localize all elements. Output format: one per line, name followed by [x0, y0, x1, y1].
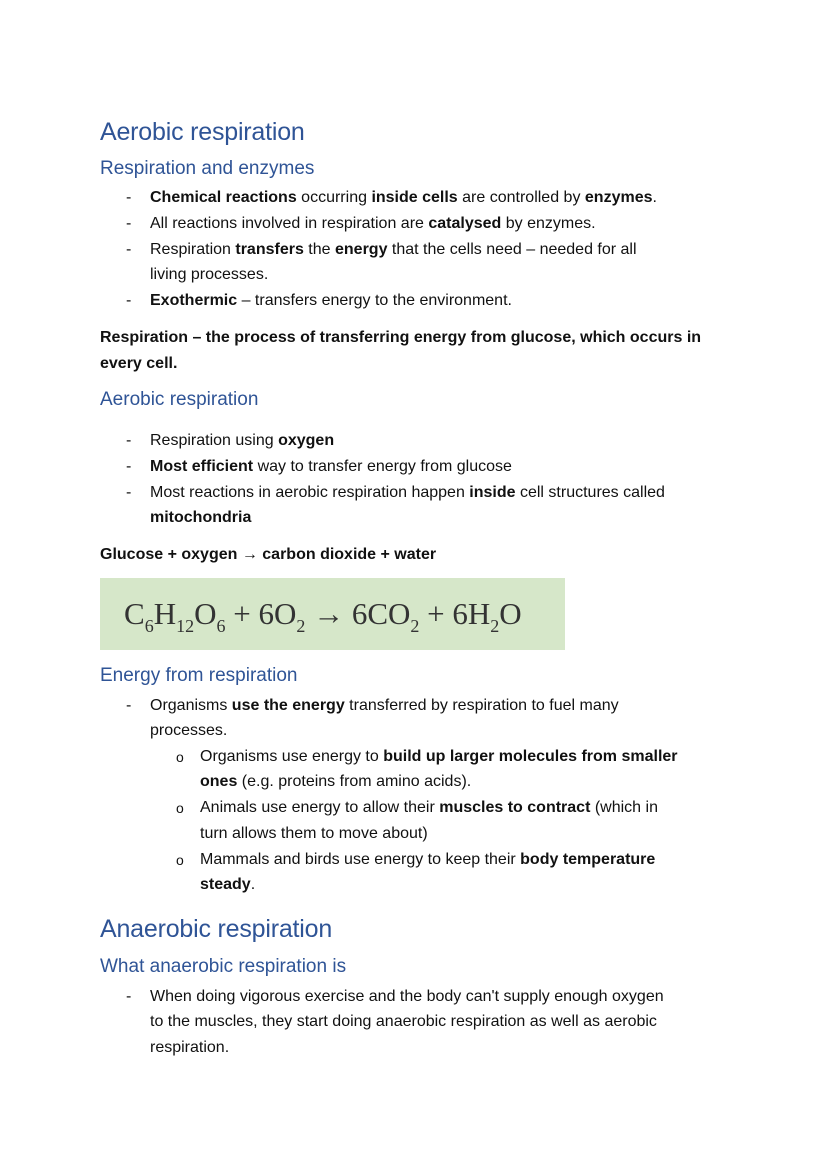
bold-text: Chemical reactions	[150, 189, 297, 206]
bullet-circle: o	[176, 749, 184, 765]
bold-text: catalysed	[428, 215, 502, 232]
bold-text: inside	[469, 484, 516, 501]
eq-subscript: 6	[216, 616, 226, 636]
bullet-dash: -	[126, 697, 132, 714]
text: .	[652, 189, 657, 206]
eq-part: O	[194, 596, 217, 631]
text: are controlled by	[457, 189, 585, 206]
text: All reactions involved in respiration are	[150, 215, 429, 232]
sub-list-item-continuation	[200, 875, 255, 895]
subheading-respiration-and-enzymes: Respiration and enzymes	[100, 158, 315, 179]
bullet-dash: -	[126, 215, 132, 232]
bullet-dash: -	[126, 241, 132, 258]
text: Animals use energy to allow their	[200, 799, 440, 816]
text: Respiration using	[150, 432, 279, 449]
word-equation: Glucose + oxygen → carbon dioxide + water	[100, 546, 437, 563]
bullet-dash: -	[126, 432, 132, 449]
bold-text: energy	[335, 241, 388, 258]
heading-anaerobic-respiration: Anaerobic respiration	[100, 915, 333, 943]
list-item	[150, 240, 637, 260]
eq-part: + 6O	[225, 596, 297, 631]
list-item-continuation: to the muscles, they start doing anaerobic respiration as well as aerobic	[150, 1013, 657, 1030]
list-item	[150, 214, 596, 234]
text: Most reactions in aerobic respiration happen	[150, 484, 470, 501]
symbol-equation	[124, 596, 522, 637]
eq-subscript: 2	[296, 616, 306, 636]
eq-part: O	[499, 596, 522, 631]
list-item: When doing vigorous exercise and the body can't supply enough oxygen	[150, 988, 664, 1005]
bullet-dash: -	[126, 292, 132, 309]
text: occurring	[296, 189, 372, 206]
text: that the cells need – needed for all	[387, 241, 637, 258]
list-item-continuation: processes.	[150, 722, 228, 739]
bold-text: oxygen	[278, 432, 335, 449]
bold-text: enzymes	[584, 189, 653, 206]
bullet-circle: o	[176, 800, 184, 816]
bold-text: muscles to contract	[439, 799, 591, 816]
sub-list-item	[200, 850, 655, 870]
bullet-dash: -	[126, 484, 132, 501]
list-item	[150, 483, 665, 503]
subheading-energy-from-respiration: Energy from respiration	[100, 665, 298, 686]
list-item	[150, 457, 512, 477]
list-item-continuation: mitochondria	[150, 509, 252, 526]
text: by enzymes.	[501, 215, 596, 232]
list-item	[150, 696, 619, 716]
bold-text: inside cells	[371, 189, 458, 206]
eq-subscript: 2	[410, 616, 420, 636]
text: the	[303, 241, 335, 258]
text: – transfers energy to the environment.	[237, 292, 512, 309]
text: cell structures called	[515, 484, 665, 501]
bullet-dash: -	[126, 458, 132, 475]
eq-part: C	[124, 596, 145, 631]
bold-text: steady	[200, 876, 251, 893]
sub-list-item-continuation: turn allows them to move about)	[200, 825, 428, 842]
bold-text: use the energy	[231, 697, 345, 714]
definition-line-1: Respiration – the process of transferring energy from glucose, which occurs in	[100, 329, 702, 346]
subheading-aerobic-respiration: Aerobic respiration	[100, 389, 259, 410]
eq-subscript: 2	[490, 616, 500, 636]
eq-part: H	[153, 596, 177, 631]
list-item	[150, 291, 512, 311]
bullet-dash: -	[126, 189, 132, 206]
sub-list-item	[200, 747, 678, 767]
text: Organisms	[150, 697, 232, 714]
eq-part: + 6H	[419, 596, 491, 631]
text: (which in	[590, 799, 658, 816]
text: transferred by respiration to fuel many	[344, 697, 619, 714]
bold-text: body temperature	[520, 851, 656, 868]
list-item-continuation: living processes.	[150, 266, 269, 283]
sub-list-item-continuation	[200, 772, 471, 792]
list-item	[150, 431, 334, 451]
text: Organisms use energy to	[200, 748, 384, 765]
bold-text: Most efficient	[150, 458, 254, 475]
list-item-continuation: respiration.	[150, 1039, 230, 1056]
subheading-what-anaerobic-respiration-is: What anaerobic respiration is	[100, 956, 347, 977]
text: Respiration	[150, 241, 236, 258]
bold-text: build up larger molecules from smaller	[383, 748, 678, 765]
bullet-dash: -	[126, 988, 132, 1005]
eq-part: → 6CO	[305, 596, 411, 631]
text: .	[250, 876, 256, 893]
eq-subscript: 12	[176, 616, 195, 636]
text: Mammals and birds use energy to keep their	[200, 851, 521, 868]
definition-line-2: every cell.	[100, 355, 178, 372]
bold-text: Exothermic	[150, 292, 238, 309]
sub-list-item	[200, 798, 658, 818]
text: way to transfer energy from glucose	[253, 458, 512, 475]
bold-text: ones	[200, 773, 238, 790]
symbol-equation-box	[100, 578, 565, 650]
bullet-circle: o	[176, 852, 184, 868]
heading-aerobic-respiration: Aerobic respiration	[100, 118, 305, 146]
list-item	[150, 188, 657, 208]
bold-text: transfers	[235, 241, 304, 258]
eq-subscript: 6	[144, 616, 154, 636]
text: (e.g. proteins from amino acids).	[237, 773, 472, 790]
